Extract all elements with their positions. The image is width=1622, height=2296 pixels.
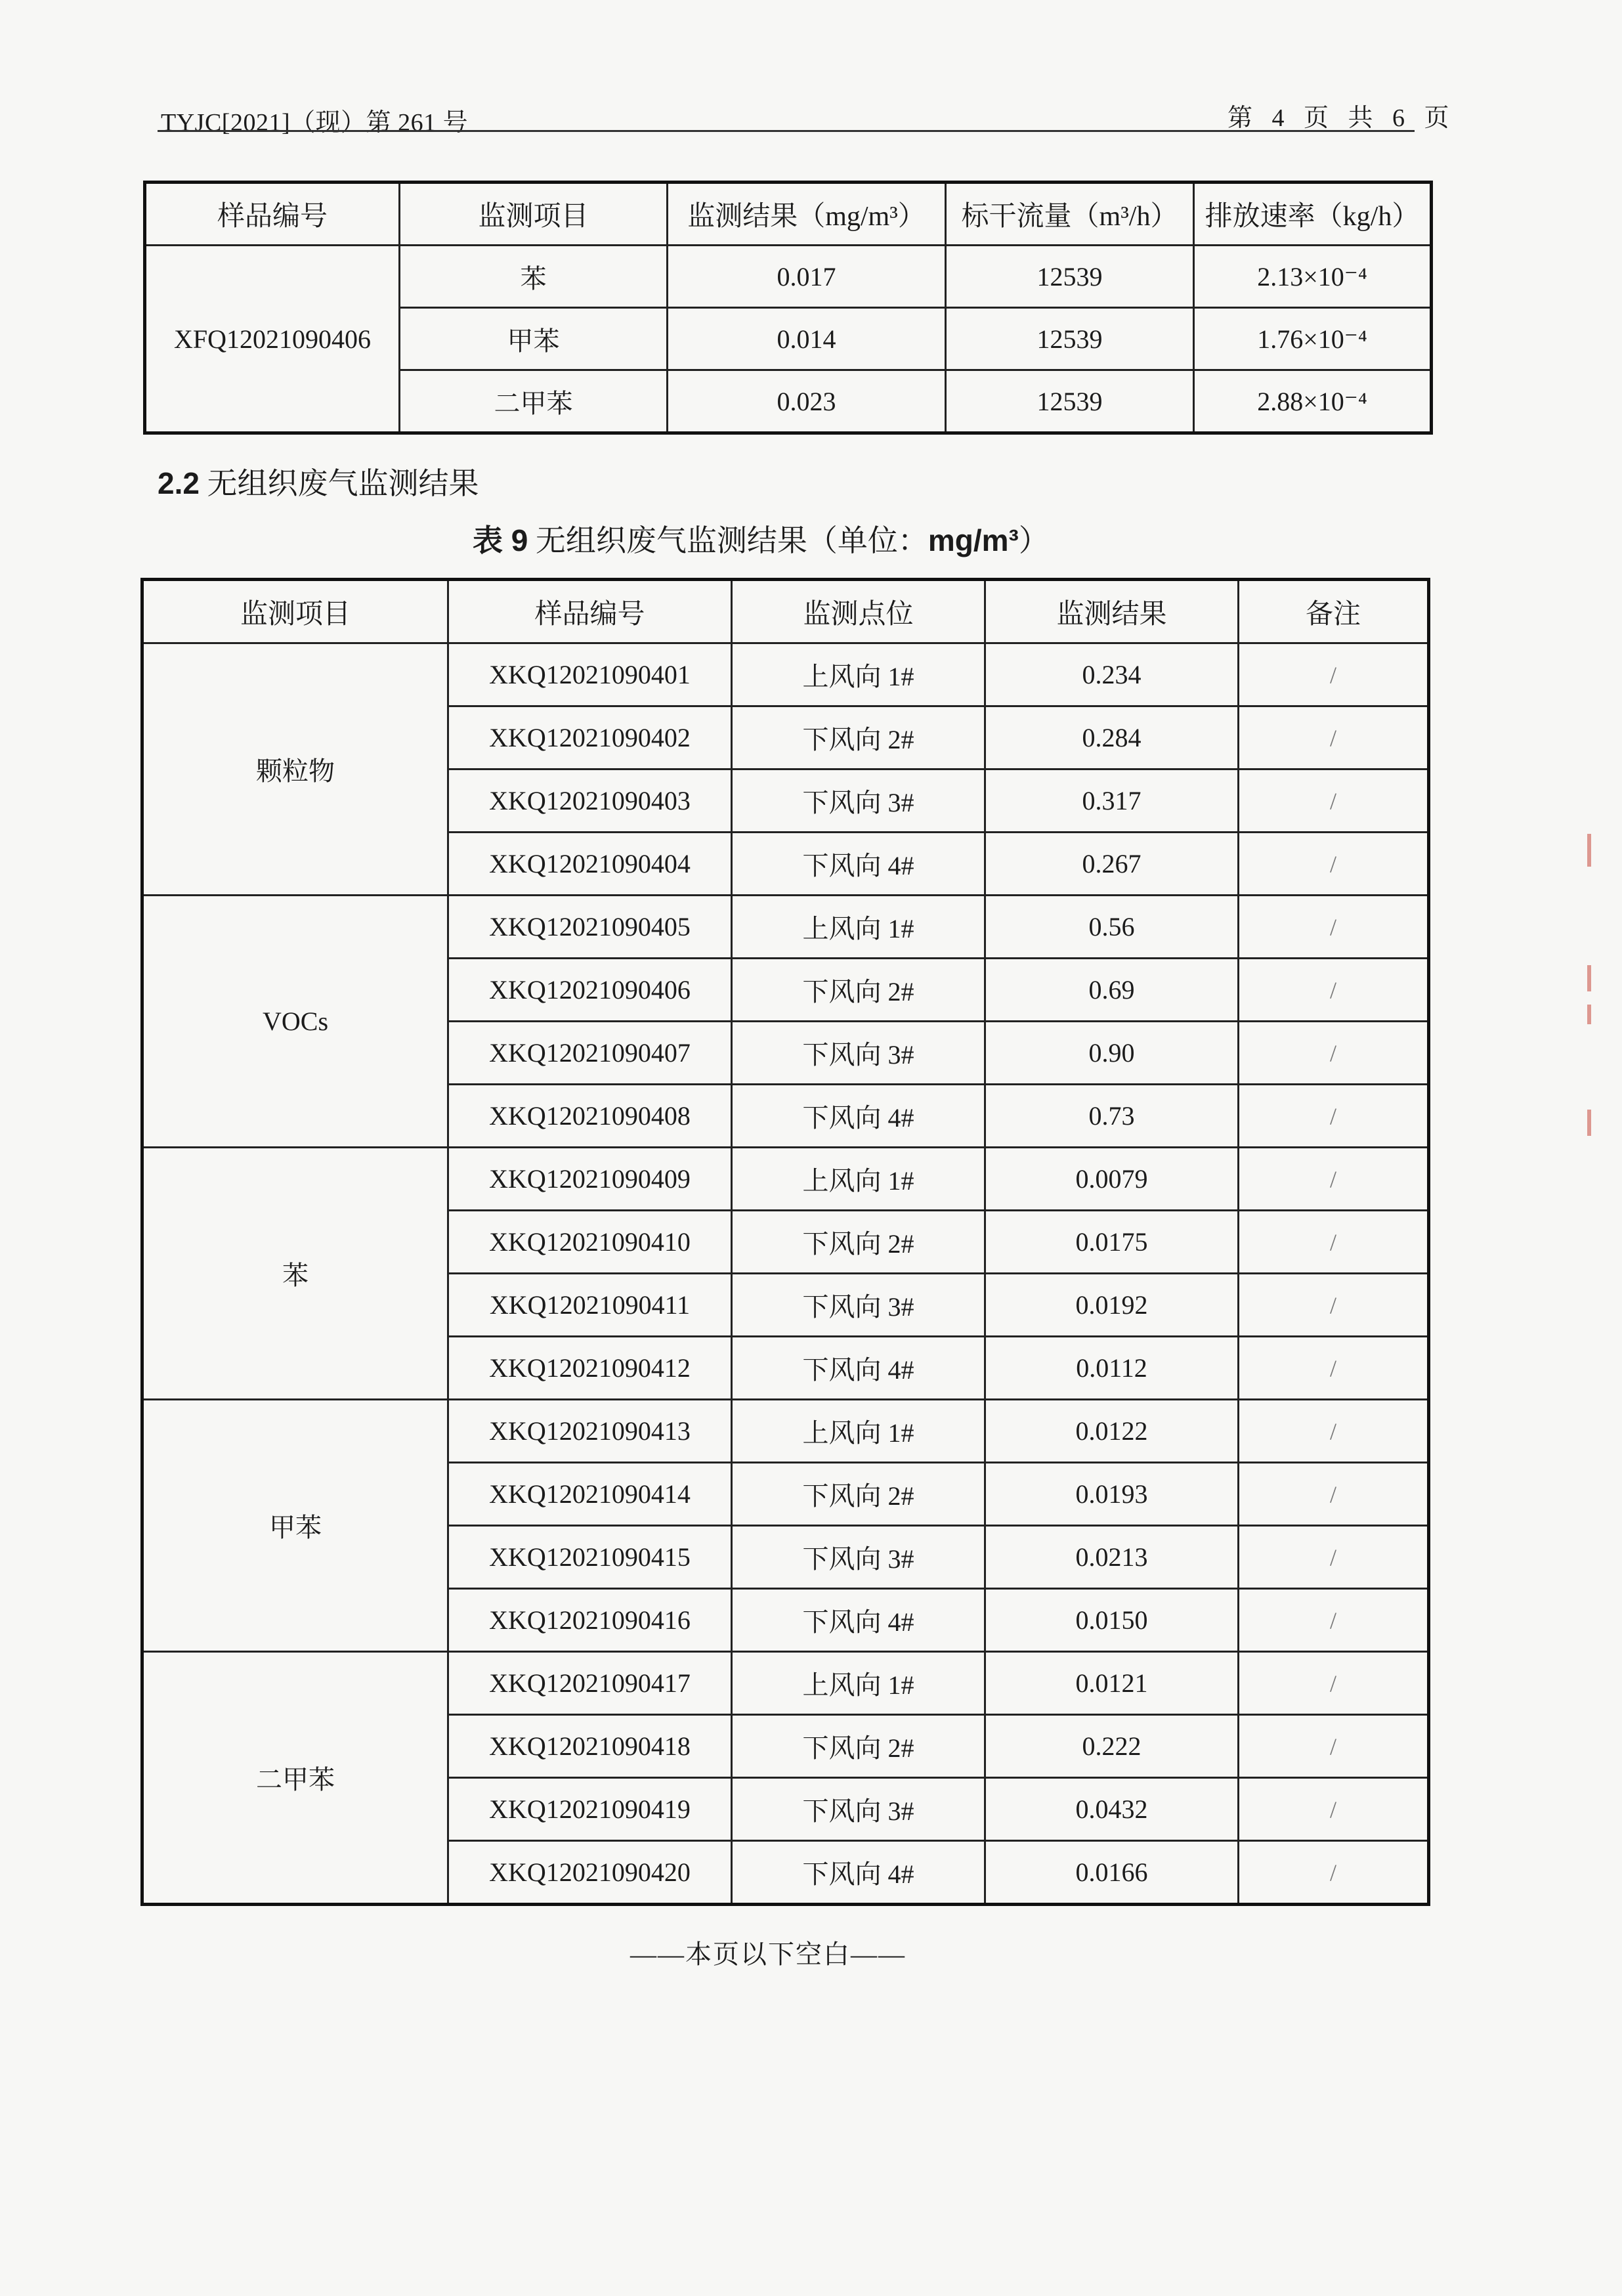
- section-number: 2.2: [158, 466, 200, 500]
- point-cell: 下风向 2#: [732, 1211, 985, 1274]
- point-cell: 上风向 1#: [732, 643, 985, 706]
- column-header: 监测点位: [732, 580, 985, 643]
- point-cell: 上风向 1#: [732, 1400, 985, 1463]
- point-cell: 下风向 3#: [732, 1526, 985, 1589]
- result-cell: 0.0192: [985, 1274, 1239, 1337]
- result-cell: 0.0193: [985, 1463, 1239, 1526]
- remark-cell: /: [1239, 1778, 1429, 1841]
- item-group-cell: 二甲苯: [142, 1652, 448, 1905]
- page-info: 第 4 页 共 6 页: [1227, 104, 1456, 132]
- sample-id-cell: XKQ12021090403: [448, 769, 732, 833]
- sample-id-cell: XKQ12021090419: [448, 1778, 732, 1841]
- remark-cell: /: [1239, 1337, 1429, 1400]
- sample-id-cell: XKQ12021090417: [448, 1652, 732, 1715]
- result-cell: 0.69: [985, 959, 1239, 1022]
- remark-cell: /: [1239, 1274, 1429, 1337]
- column-header: 监测项目: [142, 580, 448, 643]
- remark-cell: /: [1239, 643, 1429, 706]
- point-cell: 上风向 1#: [732, 896, 985, 959]
- result-cell: 0.267: [985, 833, 1239, 896]
- table-caption: [473, 517, 1049, 560]
- result-cell: 0.0112: [985, 1337, 1239, 1400]
- point-cell: 下风向 4#: [732, 1589, 985, 1652]
- result-cell: 0.284: [985, 706, 1239, 769]
- section-heading: [158, 460, 479, 503]
- result-cell: 0.0150: [985, 1589, 1239, 1652]
- emission-table: [143, 181, 1433, 435]
- blank-page-note: ——本页以下空白——: [630, 1939, 906, 1969]
- remark-cell: /: [1239, 896, 1429, 959]
- point-cell: 下风向 2#: [732, 959, 985, 1022]
- remark-cell: /: [1239, 1589, 1429, 1652]
- scan-artifact: [1587, 965, 1591, 991]
- remark-cell: /: [1239, 959, 1429, 1022]
- column-header: 标干流量（m³/h）: [946, 183, 1194, 246]
- point-cell: 下风向 4#: [732, 1337, 985, 1400]
- flow-cell: 12539: [946, 246, 1194, 308]
- table-row: [142, 643, 1429, 706]
- sample-id-cell: XKQ12021090404: [448, 833, 732, 896]
- point-cell: 下风向 3#: [732, 769, 985, 833]
- sample-id-cell: XKQ12021090411: [448, 1274, 732, 1337]
- sample-id-cell: XKQ12021090418: [448, 1715, 732, 1778]
- point-cell: 上风向 1#: [732, 1148, 985, 1211]
- item-group-cell: 颗粒物: [142, 643, 448, 896]
- result-cell: 0.0175: [985, 1211, 1239, 1274]
- remark-cell: /: [1239, 1085, 1429, 1148]
- result-cell: 0.56: [985, 896, 1239, 959]
- table-row: [142, 1652, 1429, 1715]
- point-cell: 下风向 3#: [732, 1778, 985, 1841]
- item-group-cell: VOCs: [142, 896, 448, 1148]
- table-row: [142, 1400, 1429, 1463]
- flow-cell: 12539: [946, 308, 1194, 370]
- point-cell: 下风向 3#: [732, 1022, 985, 1085]
- column-header: 备注: [1239, 580, 1429, 643]
- header-divider: [158, 130, 1415, 132]
- fugitive-emission-table: [140, 578, 1430, 1906]
- item-group-cell: 甲苯: [142, 1400, 448, 1652]
- sample-id-cell: XKQ12021090410: [448, 1211, 732, 1274]
- sample-id-cell: XKQ12021090407: [448, 1022, 732, 1085]
- point-cell: 下风向 4#: [732, 833, 985, 896]
- flow-cell: 12539: [946, 370, 1194, 433]
- column-header: 监测结果: [985, 580, 1239, 643]
- column-header: 排放速率（kg/h）: [1194, 183, 1432, 246]
- table-row: [142, 1148, 1429, 1211]
- section-title: 无组织废气监测结果: [207, 467, 479, 500]
- table-header-row: [142, 580, 1429, 643]
- scan-artifact: [1587, 834, 1591, 867]
- sample-id-cell: XFQ12021090406: [145, 246, 400, 433]
- remark-cell: /: [1239, 1715, 1429, 1778]
- item-cell: 二甲苯: [400, 370, 668, 433]
- rate-cell: 1.76×10⁻⁴: [1194, 308, 1432, 370]
- scan-artifact: [1587, 1005, 1591, 1024]
- remark-cell: /: [1239, 1148, 1429, 1211]
- sample-id-cell: XKQ12021090409: [448, 1148, 732, 1211]
- sample-id-cell: XKQ12021090413: [448, 1400, 732, 1463]
- result-cell: 0.317: [985, 769, 1239, 833]
- report-number: TYJC[2021]（现）第 261 号: [161, 109, 469, 137]
- sample-id-cell: XKQ12021090415: [448, 1526, 732, 1589]
- column-header: 样品编号: [448, 580, 732, 643]
- table-row: [142, 896, 1429, 959]
- result-cell: 0.90: [985, 1022, 1239, 1085]
- point-cell: 下风向 3#: [732, 1274, 985, 1337]
- sample-id-cell: XKQ12021090408: [448, 1085, 732, 1148]
- result-cell: 0.014: [668, 308, 946, 370]
- point-cell: 下风向 2#: [732, 1463, 985, 1526]
- remark-cell: /: [1239, 1400, 1429, 1463]
- result-cell: 0.222: [985, 1715, 1239, 1778]
- remark-cell: /: [1239, 706, 1429, 769]
- point-cell: 下风向 4#: [732, 1841, 985, 1905]
- sample-id-cell: XKQ12021090402: [448, 706, 732, 769]
- result-cell: 0.0213: [985, 1526, 1239, 1589]
- point-cell: 上风向 1#: [732, 1652, 985, 1715]
- table-row: [145, 246, 1432, 308]
- rate-cell: 2.13×10⁻⁴: [1194, 246, 1432, 308]
- sample-id-cell: XKQ12021090416: [448, 1589, 732, 1652]
- sample-id-cell: XKQ12021090401: [448, 643, 732, 706]
- point-cell: 下风向 2#: [732, 1715, 985, 1778]
- sample-id-cell: XKQ12021090412: [448, 1337, 732, 1400]
- sample-id-cell: XKQ12021090420: [448, 1841, 732, 1905]
- scan-artifact: [1587, 1110, 1591, 1136]
- result-cell: 0.0166: [985, 1841, 1239, 1905]
- sample-id-cell: XKQ12021090405: [448, 896, 732, 959]
- caption-label: 表 9: [473, 523, 528, 557]
- result-cell: 0.234: [985, 643, 1239, 706]
- item-cell: 苯: [400, 246, 668, 308]
- result-cell: 0.017: [668, 246, 946, 308]
- remark-cell: /: [1239, 1463, 1429, 1526]
- point-cell: 下风向 4#: [732, 1085, 985, 1148]
- result-cell: 0.0121: [985, 1652, 1239, 1715]
- table-header-row: [145, 183, 1432, 246]
- caption-unit: mg/m³: [928, 523, 1019, 557]
- remark-cell: /: [1239, 833, 1429, 896]
- result-cell: 0.73: [985, 1085, 1239, 1148]
- point-cell: 下风向 2#: [732, 706, 985, 769]
- remark-cell: /: [1239, 1022, 1429, 1085]
- result-cell: 0.0079: [985, 1148, 1239, 1211]
- remark-cell: /: [1239, 1526, 1429, 1589]
- sample-id-cell: XKQ12021090406: [448, 959, 732, 1022]
- item-cell: 甲苯: [400, 308, 668, 370]
- remark-cell: /: [1239, 769, 1429, 833]
- remark-cell: /: [1239, 1652, 1429, 1715]
- remark-cell: /: [1239, 1841, 1429, 1905]
- item-group-cell: 苯: [142, 1148, 448, 1400]
- caption-text: 无组织废气监测结果（单位：: [535, 524, 928, 557]
- column-header: 监测项目: [400, 183, 668, 246]
- remark-cell: /: [1239, 1211, 1429, 1274]
- column-header: 样品编号: [145, 183, 400, 246]
- sample-id-cell: XKQ12021090414: [448, 1463, 732, 1526]
- result-cell: 0.0122: [985, 1400, 1239, 1463]
- caption-close: ）: [1018, 524, 1049, 557]
- rate-cell: 2.88×10⁻⁴: [1194, 370, 1432, 433]
- result-cell: 0.0432: [985, 1778, 1239, 1841]
- result-cell: 0.023: [668, 370, 946, 433]
- column-header: 监测结果（mg/m³）: [668, 183, 946, 246]
